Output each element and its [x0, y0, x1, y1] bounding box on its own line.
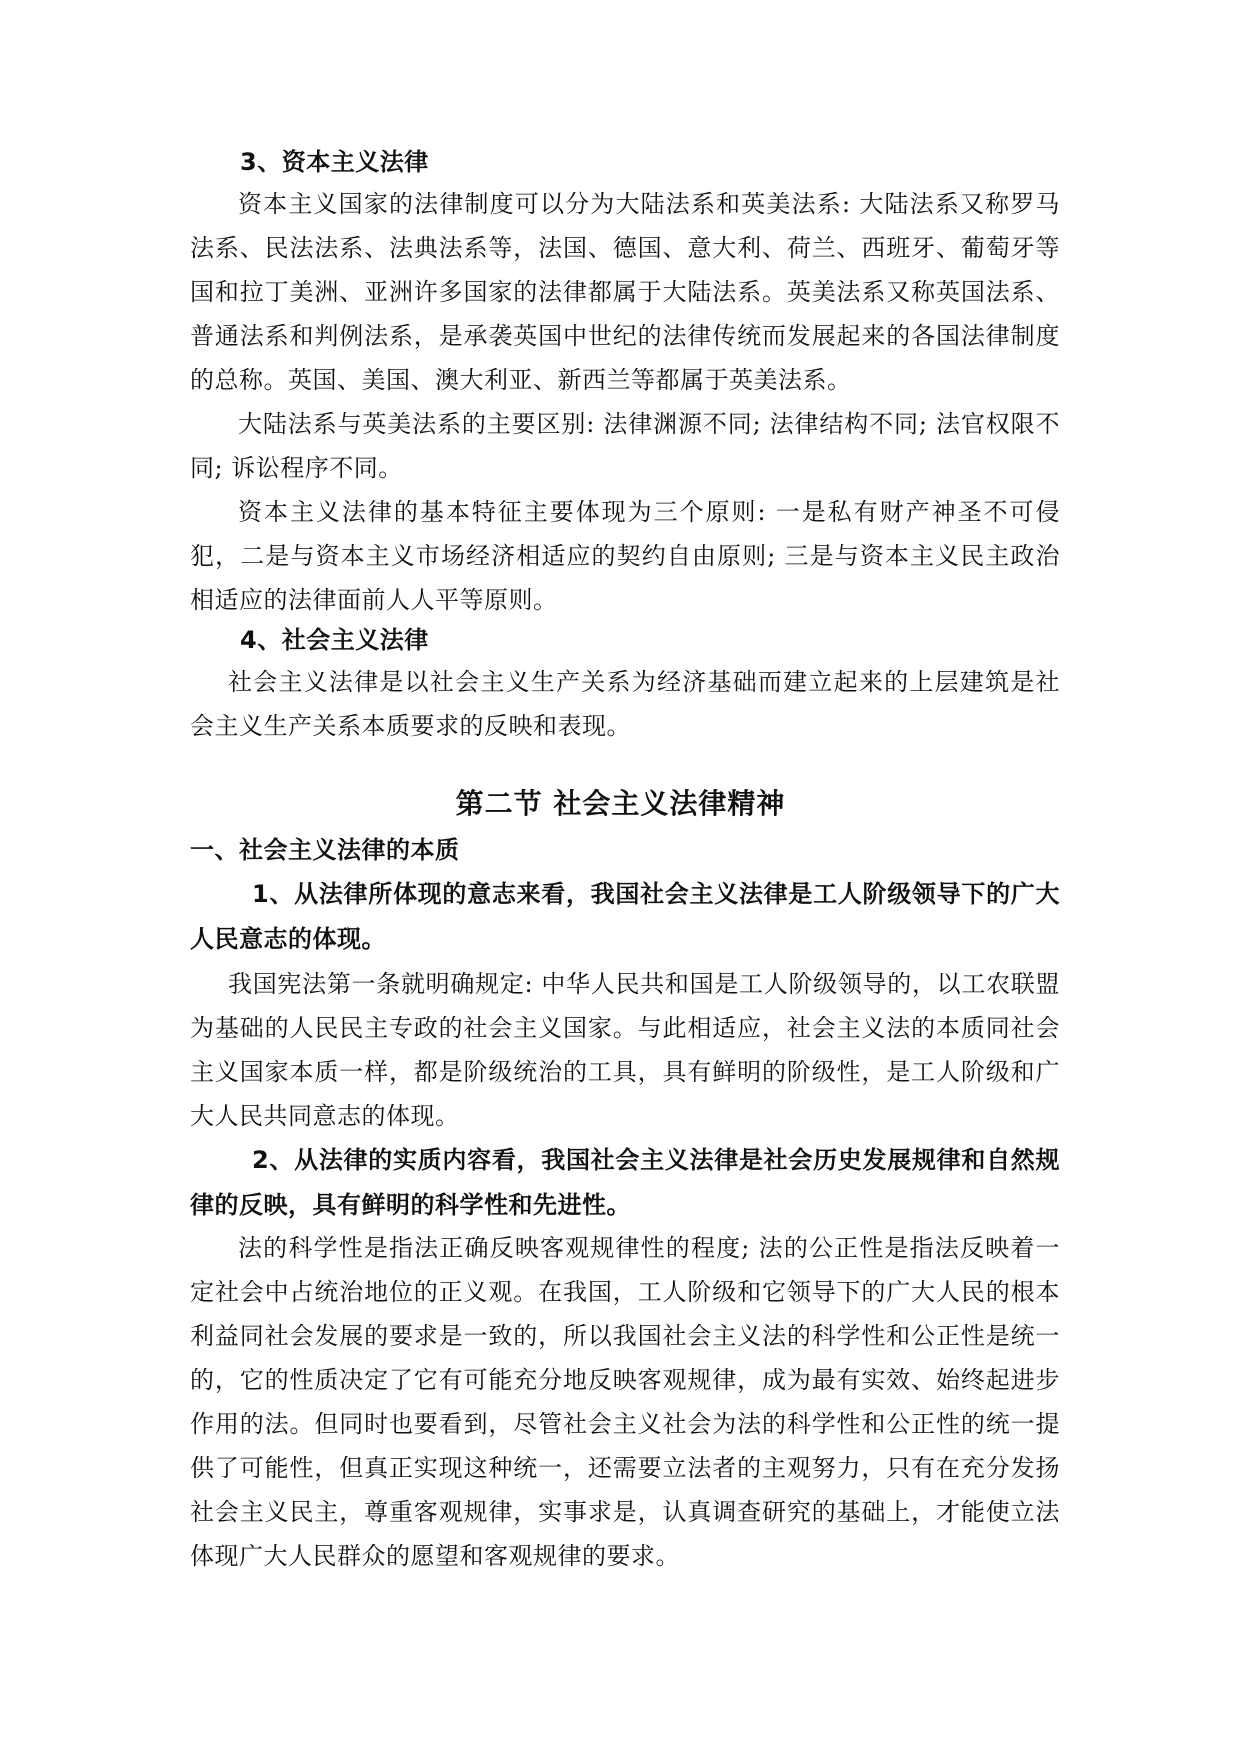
section-4-heading: 4、社会主义法律: [240, 626, 429, 654]
section-3-paragraph-2: 大陆法系与英美法系的主要区别: 法律渊源不同; 法律结构不同; 法官权限不同; 诉讼程序不同。: [190, 410, 1060, 482]
section-3-paragraph-3: 资本主义法律的基本特征主要体现为三个原则: 一是私有财产神圣不可侵犯，二是与资本主义市场经济相适应的契约自由原则; 三是与资本主义民主政治相适应的法律面前人人平等原则。: [190, 498, 1060, 614]
part-1-heading: 一、社会主义法律的本质: [190, 836, 460, 864]
point-1-bold-statement: 1、从法律所体现的意志来看，我国社会主义法律是工人阶级领导下的广大人民意志的体现。: [190, 880, 1060, 953]
section-3-paragraph-1: 资本主义国家的法律制度可以分为大陆法系和英美法系: 大陆法系又称罗马法系、民法法系、法典法系等，法国、德国、意大利、荷兰、西班牙、葡萄牙等国和拉丁美洲、亚洲许多国家的法律都属于大陆法系。英美法系又称英国法系、普通法系和判例法系，是承袭英国中世纪的法律传统而发展起来的各国法律制度的总称。英国、美国、澳大利亚、新西兰等都属于英美法系。: [190, 190, 1060, 394]
point-2-paragraph: 法的科学性是指法正确反映客观规律性的程度; 法的公正性是指法反映着一定社会中占统治地位的正义观。在我国，工人阶级和它领导下的广大人民的根本利益同社会发展的要求是一致的，所以我国社会主义法的科学性和公正性是统一的，它的性质决定了它有可能充分地反映客观规律，成为最有实效、始终起进步作用的法。但同时也要看到，尽管社会主义社会为法的科学性和公正性的统一提供了可能性，但真正实现这种统一，还需要立法者的主观努力，只有在充分发扬社会主义民主，尊重客观规律，实事求是，认真调查研究的基础上，才能使立法体现广大人民群众的愿望和客观规律的要求。: [190, 1234, 1060, 1570]
point-1-paragraph: 我国宪法第一条就明确规定: 中华人民共和国是工人阶级领导的，以工农联盟为基础的人民民主专政的社会主义国家。与此相适应，社会主义法的本质同社会主义国家本质一样，都是阶级统治的工具，具有鲜明的阶级性，是工人阶级和广大人民共同意志的体现。: [190, 970, 1060, 1130]
chapter-section-title: 第二节 社会主义法律精神: [455, 787, 786, 820]
section-3-heading: 3、资本主义法律: [240, 148, 429, 176]
point-2-bold-statement: 2、从法律的实质内容看，我国社会主义法律是社会历史发展规律和自然规律的反映，具有鲜明的科学性和先进性。: [190, 1146, 1060, 1219]
section-4-paragraph-1: 社会主义法律是以社会主义生产关系为经济基础而建立起来的上层建筑是社会主义生产关系本质要求的反映和表现。: [190, 668, 1060, 740]
